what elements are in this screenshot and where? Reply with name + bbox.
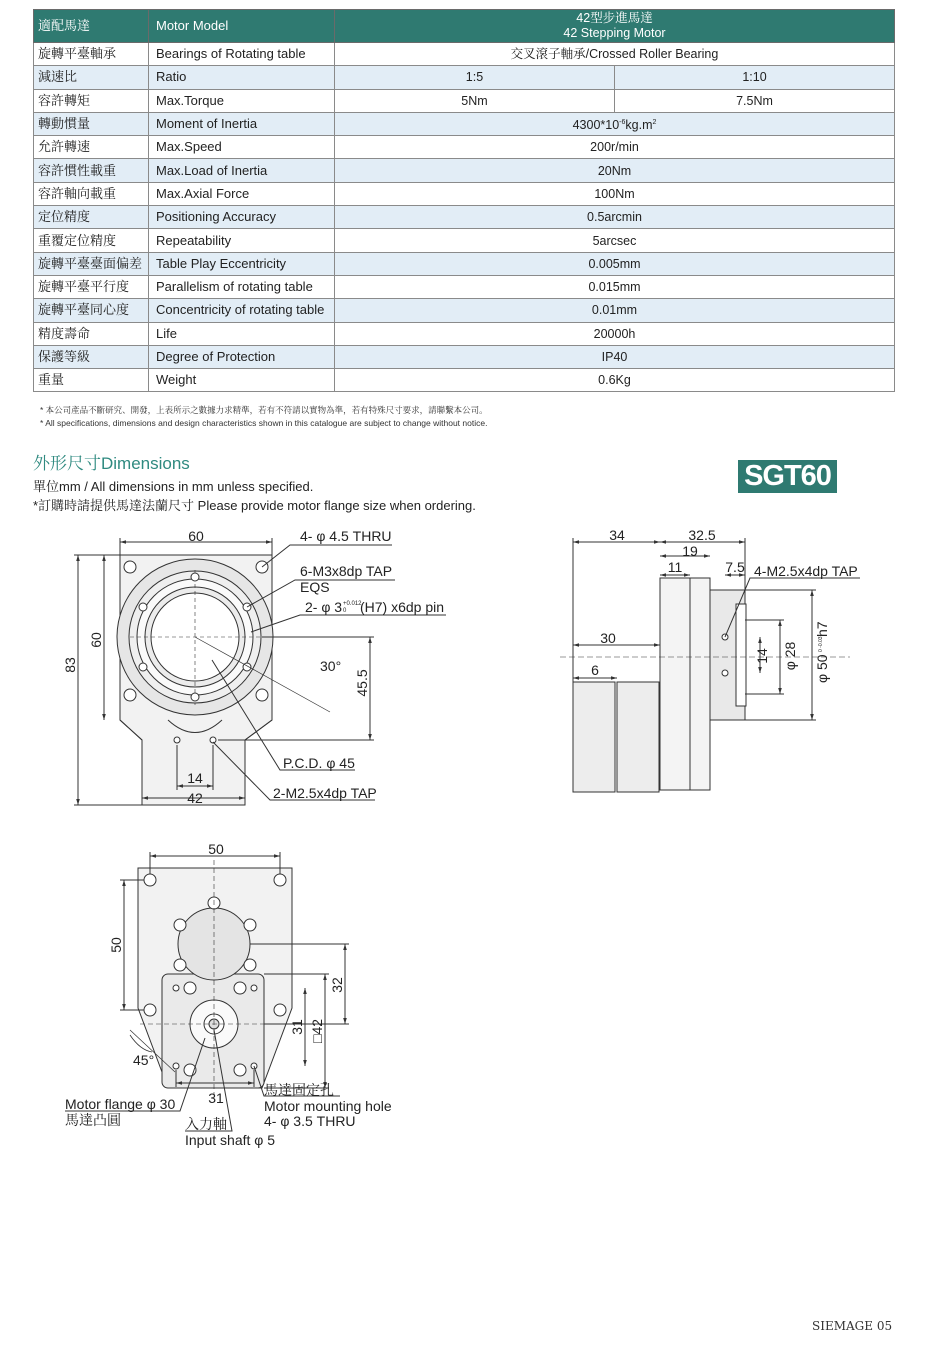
angle-30: 30° [320,658,342,674]
dim-50-left: 50 [108,937,124,953]
row-value: 0.005mm [335,252,895,275]
row-label-en: Table Play Eccentricity [149,252,335,275]
row-value: 5arcsec [335,229,895,252]
callout-pin-tail: (H7) x6dp pin [360,599,445,615]
dim-19: 19 [682,543,698,559]
callout-pcd: P.C.D. φ 45 [283,755,355,771]
mount-spec: 4- φ 3.5 THRU [264,1113,356,1129]
dim-31-right: 31 [289,1019,305,1035]
dim-14: 14 [187,770,203,786]
row-label-en: Repeatability [149,229,335,252]
row-value-b: 1:10 [615,66,895,89]
dim-60-left: 60 [88,632,104,648]
callout-pin: 2- φ 3 [305,599,343,615]
row-value: 0.5arcmin [335,206,895,229]
row-label-zh: 精度壽命 [34,322,149,345]
row-label-en: Bearings of Rotating table [149,43,335,66]
row-label-en: Max.Axial Force [149,182,335,205]
inertia-base: 4300*10 [572,118,620,133]
dim-6: 6 [591,662,599,678]
row-label-zh: 容許軸向載重 [34,182,149,205]
header-zh: 適配馬達 [34,10,149,43]
dim-42-sq: □42 [309,1018,325,1044]
row-label-zh: 重量 [34,369,149,392]
motor-flange-zh: 馬達凸圓 [65,1112,121,1128]
row-label-en: Ratio [149,66,335,89]
row-label-en: Positioning Accuracy [149,206,335,229]
row-label-en: Life [149,322,335,345]
row-value: 20Nm [335,159,895,182]
row-label-en: Concentricity of rotating table [149,299,335,322]
row-label-en: Degree of Protection [149,345,335,368]
inertia-exp: -6 [619,119,626,127]
callout-eqs: EQS [300,579,330,595]
row-label-zh: 旋轉平臺臺面偏差 [34,252,149,275]
row-label-zh: 旋轉平臺同心度 [34,299,149,322]
callout-m25: 2-M2.5x4dp TAP [273,785,377,801]
dim-32-5: 32.5 [688,527,716,543]
row-value: 0.6Kg [335,369,895,392]
input-shaft-zh: 入力軸 [185,1116,227,1132]
dim-phi50-tol: 0 -0.03 [818,636,824,652]
dim-50-top: 50 [208,841,224,857]
row-value: 200r/min [335,136,895,159]
dim-31-bottom: 31 [208,1090,224,1106]
note-zh: * 本公司產品不斷研究、開發，上表所示之數據力求精準，若有不符請以實物為準，若有特殊尺寸要求，請聯繫本公司。 [40,405,488,415]
row-value: 0.015mm [335,275,895,298]
row-value-a: 1:5 [335,66,615,89]
dim-phi50-fit: h7 [814,621,830,637]
note-en: * All specifications, dimensions and design characteristics shown in this catalogue are subject to change without notice. [40,418,488,428]
dim-phi50: φ 50 [814,654,830,683]
row-label-en: Max.Torque [149,89,335,112]
row-label-zh: 旋轉平臺平行度 [34,275,149,298]
dim-30: 30 [600,630,616,646]
header-value-line2: 42 Stepping Motor [563,26,666,40]
callout-pin-tol: +0.012 [343,601,362,607]
header-value-line1: 42型步進馬達 [576,11,653,25]
row-label-en: Parallelism of rotating table [149,275,335,298]
mount-zh: 馬達固定孔 [264,1082,334,1098]
row-value: IP40 [335,345,895,368]
dimensions-title: 外形尺寸Dimensions [33,454,190,473]
unit-note: 單位mm / All dimensions in mm unless specified. [33,479,314,494]
dim-7-5: 7.5 [725,559,745,575]
row-value: 20000h [335,322,895,345]
row-label-zh: 轉動慣量 [34,112,149,135]
dim-83: 83 [62,657,78,673]
row-label-en: Max.Speed [149,136,335,159]
row-value: 交叉滾子軸承/Crossed Roller Bearing [335,43,895,66]
mount-en: Motor mounting hole [264,1098,392,1114]
row-label-zh: 減速比 [34,66,149,89]
header-en: Motor Model [149,10,335,43]
row-label-zh: 容許轉矩 [34,89,149,112]
dim-42: 42 [187,790,203,806]
order-note: *訂購時請提供馬達法蘭尺寸 Please provide motor flange size when ordering. [33,498,476,513]
dim-phi28: φ 28 [782,641,798,671]
dim-11: 11 [667,559,683,575]
callout-pin-tol2: 0 [343,608,347,614]
row-label-zh: 保護等級 [34,345,149,368]
row-value-a: 5Nm [335,89,615,112]
inertia-unit-exp: 2 [652,119,657,127]
row-label-zh: 重覆定位精度 [34,229,149,252]
callout-tap: 6-M3x8dp TAP [300,563,393,579]
callout-thru: 4- φ 4.5 THRU [300,528,392,544]
angle-45: 45° [133,1052,155,1068]
page-footer: SIEMAGE 05 [812,1319,893,1333]
callout-side-tap: 4-M2.5x4dp TAP [754,563,858,579]
row-value: 100Nm [335,182,895,205]
row-label-en: Moment of Inertia [149,112,335,135]
row-label-zh: 定位精度 [34,206,149,229]
dim-45-5: 45.5 [354,669,370,697]
row-label-zh: 允許轉速 [34,136,149,159]
motor-flange-en: Motor flange φ 30 [65,1096,176,1112]
inertia-unit: kg.m [625,118,653,133]
dim-side-14: 14 [754,648,770,664]
row-label-en: Weight [149,369,335,392]
row-label-en: Max.Load of Inertia [149,159,335,182]
dim-34: 34 [609,527,625,543]
row-label-zh: 旋轉平臺軸承 [34,43,149,66]
row-label-zh: 容許慣性載重 [34,159,149,182]
dim-60-top: 60 [188,528,204,544]
model-badge: SGT60 [738,460,837,493]
row-value: 0.01mm [335,299,895,322]
dim-32: 32 [329,977,345,993]
row-value-b: 7.5Nm [615,89,895,112]
input-shaft-en: Input shaft φ 5 [185,1132,276,1148]
